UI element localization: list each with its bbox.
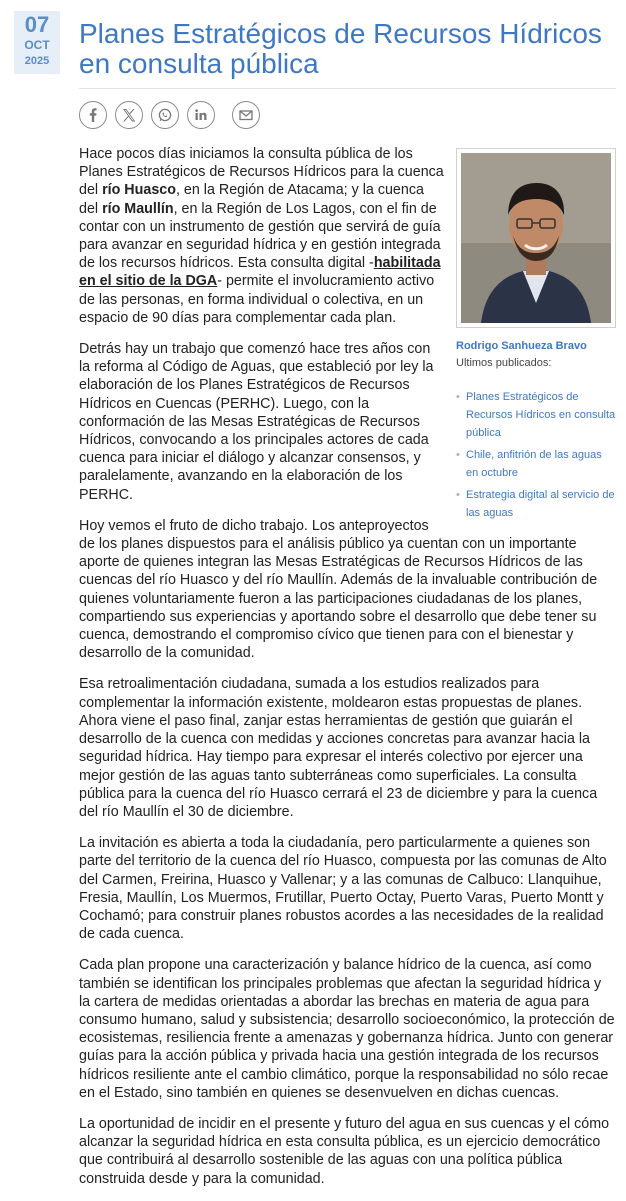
paragraph-text: - permite el involucramiento activo de las personas, en forma individual o colectiva, en un espacio de 90 días para complementar cada plan.	[79, 273, 435, 326]
paragraph: Cada plan propone una caracterización y balance hídrico de la cuenca, así como también se identifican los principales problemas que afectan la seguridad hídrica y la cartera de medidas orientadas a abordar las brechas en materia de agua para consumo humano, salud y subsistencia; desarrollo socioeconómico, la protección de ecosistemas, resiliencia frente a amenazas y gobernanza hídrica. Junto con generar guías para la acción pública y privada hacia una gestión integrada de los recursos hídricos resiliente ante el cambio climático, porque la responsabilidad no sólo recae en el Estado, sino también en quienes se desenvuelven en dichas cuencas.	[79, 957, 615, 1101]
whatsapp-icon	[157, 107, 173, 123]
date-month: OCT	[24, 38, 50, 52]
list-item	[456, 388, 616, 442]
paragraph: La invitación es abierta a toda la ciudadanía, pero particularmente a quienes son parte del territorio de la cuenca del río Huasco, compuesta por las comunas de Alto del Carmen, Freirina, Huasco y Vallenar; y a las comunas de Calbuco: Llanquihue, Fresia, Maullín, Los Muermos, Frutillar, Puerto Octay, Puerto Varas, Puerto Montt y Cochamó; para construir planes robustos acordes a las necesidades de la realidad de cada cuenca.	[79, 835, 607, 943]
mail-icon	[238, 107, 254, 123]
article-title: Planes Estratégicos de Recursos Hídricos en consulta pública	[79, 18, 602, 79]
paragraph-text: Hace pocos días iniciamos la consulta pública de los Planes Estratégicos de Recursos Hídricos para la cuenca del	[79, 146, 444, 199]
latest-post-link[interactable]: Planes Estratégicos de Recursos Hídricos en consulta pública	[466, 391, 616, 439]
linkedin-icon	[193, 107, 209, 123]
share-bar	[79, 101, 260, 131]
date-day: 07	[24, 12, 50, 37]
bold-text: río Maullín	[102, 200, 174, 217]
latest-post-link[interactable]: Chile, anfitrión de las aguas en octubre	[466, 449, 602, 479]
whatsapp-share-button[interactable]	[151, 101, 179, 129]
list-item	[456, 446, 616, 482]
dga-site-link[interactable]: habilitada en el sitio de la DGA	[79, 255, 441, 290]
paragraph-text: , en la Región de Los Lagos, con el fin de contar con un instrumento de gestión que servirá de guía para avanzar en seguridad hídrica y en gestión integrada de los recursos hídricos. Esta consulta digital -	[79, 200, 441, 272]
author-photo	[456, 148, 616, 328]
date-badge	[14, 11, 60, 74]
facebook-icon	[85, 107, 101, 123]
paragraph: Detrás hay un trabajo que comenzó hace tres años con la reforma al Código de Aguas, que estableció por ley la elaboración de los Planes Estratégicos de Recursos Hídricos en Cuencas (PERHC). Luego, con la conformación de las Mesas Estratégicas de Recursos Hídricos, convocando a los principales actores de cada cuenca para iniciar el diálogo y alcanzar consensos, y paralelamente, avanzando en la elaboración de los PERHC.	[79, 341, 434, 503]
email-share-button[interactable]	[232, 101, 260, 129]
paragraph: Esa retroalimentación ciudadana, sumada a los estudios realizados para complementar la información existente, moldearon estas propuestas de planes. Ahora viene el paso final, zanjar estas herramientas de gestión que guiarán el desarrollo de la cuenca con medidas y acciones concretas para avanzar hacia la seguridad hídrica. Hay tiempo para expresar el interés colectivo por ejercer una mejor gestión de las aguas tanto subterráneas como superficiales. La consulta pública para la cuenca del río Huasco cerrará el 23 de diciembre y para la cuenca del río Maullín el 30 de diciembre.	[79, 676, 598, 820]
paragraph: Hoy vemos el fruto de dicho trabajo. Los anteproyectos de los planes dispuestos para el análisis público ya cuentan con un importante aporte de quienes integran las Mesas Estratégicas de Recursos Hídricos de las cuencas del río Huasco y del río Maullín. Además de la invaluable contribución de quienes voluntariamente fueron a las participaciones ciudadanas de los planes, compartiendo sus experiencias y aportando sobre el desarrollo que debe tener su cuenca, demostrando el compromiso cívico que tienen para con el bienestar y desarrollo de la comunidad.	[79, 517, 598, 662]
article-body	[79, 145, 616, 1201]
x-icon	[121, 107, 137, 123]
list-item	[456, 486, 616, 522]
linkedin-share-button[interactable]	[187, 101, 215, 129]
x-share-button[interactable]	[115, 101, 143, 129]
author-name-link[interactable]: Rodrigo Sanhueza Bravo	[456, 340, 587, 352]
title-divider	[79, 88, 616, 89]
latest-posts-label: Ultimos publicados:	[456, 357, 552, 369]
paragraph-text: , en la Región de Atacama; y la cuenca del	[79, 182, 424, 217]
facebook-share-button[interactable]	[79, 101, 107, 129]
author-portrait-image	[461, 153, 611, 323]
bold-text: río Huasco	[102, 182, 176, 199]
latest-posts-list	[456, 388, 616, 522]
paragraph: La oportunidad de incidir en el presente y futuro del agua en sus cuencas y el cómo alcanzar la seguridad hídrica en esta consulta pública, es un ejercicio democrático que contribuirá al desarrollo sostenible de las aguas con una política pública construida desde y para la comunidad.	[79, 1115, 610, 1187]
date-year: 2025	[24, 55, 50, 67]
latest-post-link[interactable]: Estrategia digital al servicio de las aguas	[466, 489, 615, 519]
author-sidebar	[456, 148, 616, 526]
